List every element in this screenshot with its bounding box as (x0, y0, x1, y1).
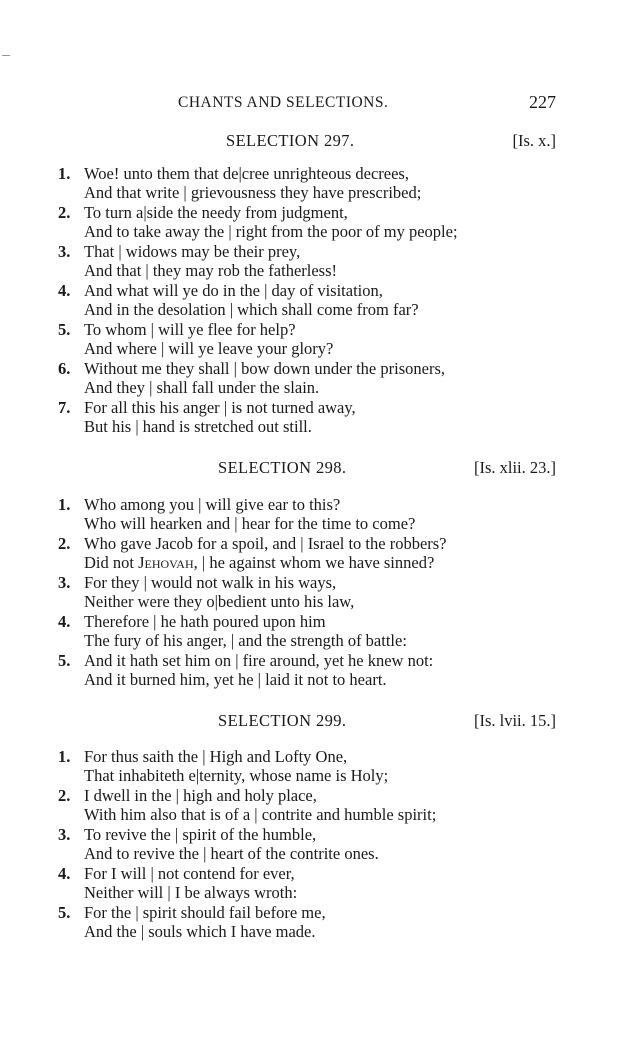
verse-line: For I will | not contend for ever, (84, 864, 295, 883)
verse-number: 1. (58, 164, 71, 183)
verse-number: 2. (58, 786, 71, 805)
verse-line: To turn a|side the needy from judgment, (84, 203, 348, 222)
verse-number: 3. (58, 242, 71, 261)
verse-number: 5. (58, 320, 71, 339)
verse-line: I dwell in the | high and holy place, (84, 786, 317, 805)
divine-name: Jehovah (138, 553, 194, 572)
verse-line: And they | shall fall under the slain. (84, 378, 320, 397)
selection-reference: [Is. x.] (512, 131, 556, 150)
verse-number: 5. (58, 903, 71, 922)
verse (58, 651, 558, 691)
verse-line: And that write | grievousness they have prescribed; (84, 183, 422, 202)
verse-line: And it burned him, yet he | laid it not to heart. (84, 670, 387, 689)
verse (58, 359, 558, 399)
verse (58, 825, 558, 865)
verse-number: 5. (58, 651, 71, 670)
verse-line: And the | souls which I have made. (84, 922, 316, 941)
verse (58, 203, 558, 243)
verse (58, 573, 558, 613)
verse-number: 2. (58, 534, 71, 553)
verse-number: 1. (58, 495, 71, 514)
verse-line: Who gave Jacob for a spoil, and | Israel to the robbers? (84, 534, 447, 553)
verse-number: 4. (58, 281, 71, 300)
verse-line: And where | will ye leave your glory? (84, 339, 334, 358)
verse-line: With him also that is of a | contrite and humble spirit; (84, 805, 437, 824)
selection-title: SELECTION 298. (218, 458, 347, 477)
selection-title: SELECTION 297. (226, 131, 355, 150)
verse-line: Woe! unto them that de|cree unrighteous decrees, (84, 164, 409, 183)
verse-line: That inhabiteth e|ternity, whose name is Holy; (84, 766, 389, 785)
verse (58, 864, 558, 904)
verse-line: Without me they shall | bow down under the prisoners, (84, 359, 445, 378)
verse-number: 7. (58, 398, 71, 417)
selection-298-heading (86, 458, 556, 480)
verse-line: But his | hand is stretched out still. (84, 417, 312, 436)
verse-line: The fury of his anger, | and the strength of battle: (84, 631, 407, 650)
verse-line: And what will ye do in the | day of visitation, (84, 281, 383, 300)
verse-line: And to take away the | right from the poor of my people; (84, 222, 458, 241)
verse (58, 786, 558, 826)
verse-line: To revive the | spirit of the humble, (84, 825, 317, 844)
verse-line: To whom | will ye flee for help? (84, 320, 296, 339)
margin-mark (2, 55, 10, 56)
verse-line: Neither will | I be always wroth: (84, 883, 298, 902)
running-head-title: CHANTS AND SELECTIONS. (178, 94, 389, 111)
verse (58, 612, 558, 652)
verse (58, 534, 558, 574)
running-head (178, 92, 556, 116)
selection-299-heading (86, 711, 556, 733)
verse (58, 320, 558, 360)
verse (58, 281, 558, 321)
verse-line: And that | they may rob the fatherless! (84, 261, 338, 280)
verse-text: , | he against whom we have sinned? (193, 553, 435, 572)
verse-line (84, 553, 434, 573)
verse-line: For all this his anger | is not turned away, (84, 398, 356, 417)
verse (58, 242, 558, 282)
verse (58, 398, 558, 438)
page-number: 227 (529, 92, 556, 112)
verse (58, 747, 558, 787)
verse-number: 4. (58, 864, 71, 883)
verse-line: Who will hearken and | hear for the time to come? (84, 514, 416, 533)
verse-line: And to revive the | heart of the contrite ones. (84, 844, 379, 863)
verse-number: 1. (58, 747, 71, 766)
selection-title: SELECTION 299. (218, 711, 347, 730)
verse-line: That | widows may be their prey, (84, 242, 301, 261)
verse-line: Therefore | he hath poured upon him (84, 612, 326, 631)
verse (58, 495, 558, 535)
verse-line: And it hath set him on | fire around, yet he knew not: (84, 651, 434, 670)
verse-line: For thus saith the | High and Lofty One, (84, 747, 348, 766)
selection-297-heading (86, 131, 556, 153)
verse-number: 3. (58, 573, 71, 592)
verse (58, 903, 558, 943)
selection-reference: [Is. xlii. 23.] (473, 458, 556, 477)
verse-line: For they | would not walk in his ways, (84, 573, 337, 592)
verse (58, 164, 558, 204)
verse-number: 3. (58, 825, 71, 844)
verse-number: 6. (58, 359, 71, 378)
verse-number: 2. (58, 203, 71, 222)
verse-line: And in the desolation | which shall come from far? (84, 300, 419, 319)
verse-line: For the | spirit should fail before me, (84, 903, 326, 922)
verse-text: Did not (84, 553, 139, 572)
verse-line: Neither were they o|bedient unto his law, (84, 592, 355, 611)
selection-reference: [Is. lvii. 15.] (473, 711, 556, 730)
verse-number: 4. (58, 612, 71, 631)
verse-line: Who among you | will give ear to this? (84, 495, 341, 514)
